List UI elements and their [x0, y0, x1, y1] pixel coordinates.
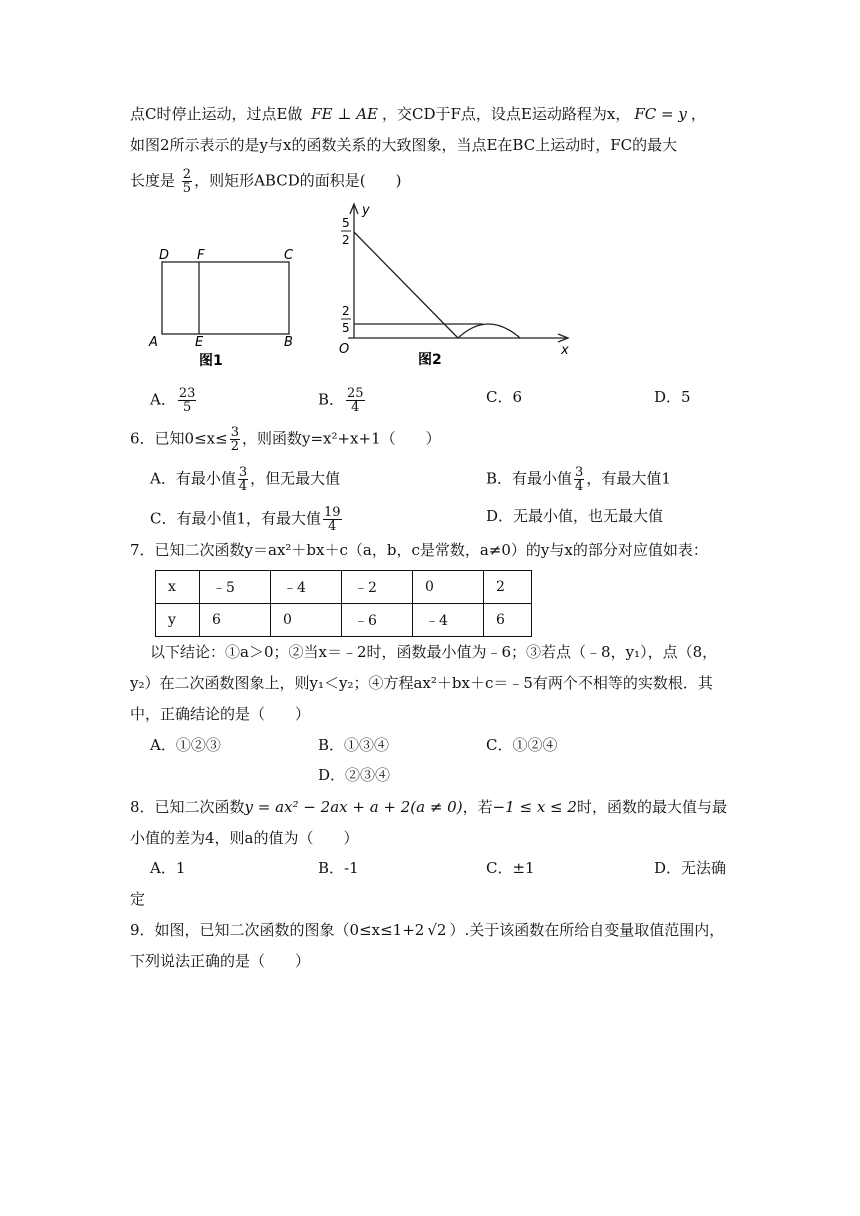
q9-stem-line2: 下列说法正确的是（ ） [130, 952, 311, 970]
q8-range-eq: −1 ≤ x ≤ 2 [492, 798, 577, 816]
table-cell: x [156, 571, 200, 604]
q5-line1-text-a: 点C时停止运动，过点E做 [130, 105, 303, 123]
q5-line1-text-c: ， [690, 105, 706, 123]
q5-line3-text-b: ，则矩形ABCD的面积是( ) [194, 171, 402, 190]
q9-stem-text-b: ）.关于该函数在所给自变量取值范围内， [449, 921, 725, 939]
q7-option-a[interactable]: A．①②③ [150, 736, 221, 754]
q6-range-fraction [230, 426, 240, 453]
q6-option-a-fraction [238, 466, 248, 493]
label-e: E [195, 335, 204, 350]
q5-line1 [130, 104, 706, 124]
q7-conclusions-line3: 中，正确结论的是（ ） [130, 705, 311, 723]
q8-option-c[interactable]: C．±1 [486, 859, 535, 877]
q5-line3 [130, 168, 401, 195]
table-cell: 6 [200, 604, 271, 637]
label-b: B [284, 335, 293, 350]
table-cell: ﹣4 [413, 604, 484, 637]
table-row [156, 604, 532, 637]
graph-arc [458, 324, 520, 338]
q6-option-c[interactable] [150, 506, 344, 533]
q5-line2: 如图2所示表示的是y与x的函数关系的大致图象，当点E在BC上运动时，FC的最大 [130, 136, 678, 154]
q5-line3-text-a: 长度是 [130, 171, 176, 190]
q6-option-a[interactable] [150, 466, 340, 493]
q6-option-c-text: C．有最小值1，有最大值 [150, 509, 322, 528]
graph-segment-descending [354, 232, 458, 338]
x-axis-label: x [561, 343, 569, 358]
q9-stem-line1 [130, 920, 724, 940]
q8-option-a[interactable]: A．1 [150, 859, 186, 877]
q7-conclusions-line2: y₂）在二次函数图象上，则y₁＜y₂；④方程ax²＋bx＋c＝﹣5有两个不相等的实数根．其 [130, 674, 713, 692]
q8-stem-line1 [130, 797, 727, 817]
q7-option-b[interactable]: B．①③④ [318, 736, 390, 754]
q5-perp-eq: FE ⊥ AE [311, 105, 379, 123]
table-cell: ﹣6 [342, 604, 413, 637]
tick-2-5-den: 5 [342, 321, 350, 335]
q5-option-a-num: 23 [178, 386, 196, 401]
q9-sqrt: √2 [427, 921, 447, 939]
q8-stem-text-b: ，若 [462, 798, 493, 816]
q5-option-b-den: 4 [351, 400, 360, 415]
q8-stem-text-c: 时，函数的最大值与最 [576, 798, 727, 816]
q5-option-a-den: 5 [182, 400, 192, 415]
figure-1 [145, 240, 305, 375]
q5-option-a[interactable] [150, 387, 198, 414]
q6-option-d[interactable]: D．无最小值，也无最大值 [486, 507, 664, 525]
q6-option-b-fraction [574, 466, 584, 493]
q5-option-a-fraction [178, 387, 197, 414]
table-cell: 2 [484, 571, 532, 604]
q5-option-d[interactable]: D．5 [654, 388, 691, 406]
q5-option-b[interactable] [318, 387, 367, 414]
q6-option-b-den: 4 [575, 479, 584, 494]
q6-option-a-text-a: A．有最小值 [150, 469, 236, 488]
q9-stem-text-a: 9．如图，已知二次函数的图象（0≤x≤1+2 [130, 921, 425, 939]
q5-line1-text-b: ，交CD于F点，设点E运动路程为x， [382, 105, 631, 123]
q7-value-table [155, 570, 532, 637]
q6-option-b[interactable] [486, 466, 671, 493]
q5-option-a-label: A． [150, 390, 176, 409]
table-cell: 0 [413, 571, 484, 604]
table-cell: y [156, 604, 200, 637]
q6-option-c-den: 4 [328, 519, 337, 534]
q5-option-b-fraction [346, 387, 365, 414]
q7-option-d[interactable]: D．②③④ [318, 766, 391, 784]
q5-option-b-label: B． [318, 390, 345, 409]
q6-range-num: 3 [230, 425, 239, 440]
q5-option-c[interactable]: C．6 [486, 388, 523, 406]
q7-stem: 7．已知二次函数y＝ax²＋bx＋c（a，b，c是常数，a≠0）的y与x的部分对应值如表： [130, 541, 708, 559]
label-f: F [197, 248, 205, 263]
q6-option-b-text-b: ，有最大值1 [586, 469, 671, 488]
rectangle-abcd [162, 262, 289, 334]
q6-option-b-num: 3 [575, 465, 584, 480]
q8-stem-text-a: 8．已知二次函数 [130, 798, 245, 816]
label-d: D [159, 248, 170, 263]
table-cell: 0 [271, 604, 342, 637]
q5-max-num: 2 [182, 167, 192, 182]
q8-option-d[interactable]: D．无法确 [654, 859, 727, 877]
label-a: A [149, 335, 158, 350]
table-cell: ﹣4 [271, 571, 342, 604]
figure-1-caption: 图1 [199, 353, 223, 369]
q6-stem-text-b: ，则函数y=x²+x+1（ ） [241, 429, 441, 448]
q6-option-a-text-b: ，但无最大值 [250, 469, 341, 488]
q8-stem-line2: 小值的差为4，则a的值为（ ） [130, 829, 359, 847]
figure-2-caption: 图2 [418, 352, 442, 368]
q5-max-fraction [182, 168, 192, 195]
tick-5-2-num: 5 [342, 216, 350, 230]
q6-option-b-text-a: B．有最小值 [486, 469, 573, 488]
tick-5-2-den: 2 [342, 233, 350, 247]
q6-stem-text-a: 6．已知0≤x≤ [130, 429, 228, 448]
q8-function-eq: y = ax² − 2ax + a + 2(a ≠ 0) [244, 798, 463, 816]
origin-label: O [339, 342, 350, 357]
q5-fc-eq: FC = y [634, 105, 687, 123]
table-row [156, 571, 532, 604]
figure-2 [330, 198, 580, 373]
q5-max-den: 5 [182, 181, 192, 196]
q6-option-c-fraction [323, 506, 342, 533]
y-axis-label: y [362, 203, 370, 218]
q5-option-b-num: 25 [347, 386, 364, 401]
tick-2-5-num: 2 [342, 304, 350, 318]
label-c: C [284, 248, 294, 263]
q8-option-d-continued: 定 [130, 890, 146, 908]
q8-option-b[interactable]: B．-1 [318, 859, 359, 877]
table-cell: ﹣5 [200, 571, 271, 604]
q7-option-c[interactable]: C．①②④ [486, 736, 558, 754]
q6-option-a-den: 4 [238, 479, 248, 494]
table-cell: ﹣2 [342, 571, 413, 604]
q6-option-a-num: 3 [238, 465, 248, 480]
q6-stem [130, 426, 441, 453]
q6-range-den: 2 [230, 439, 239, 454]
q6-option-c-num: 19 [324, 505, 341, 520]
q7-conclusions-line1: 以下结论：①a＞0；②当x＝﹣2时，函数最小值为﹣6；③若点（﹣8，y₁），点（8， [150, 643, 718, 661]
table-cell: 6 [484, 604, 532, 637]
